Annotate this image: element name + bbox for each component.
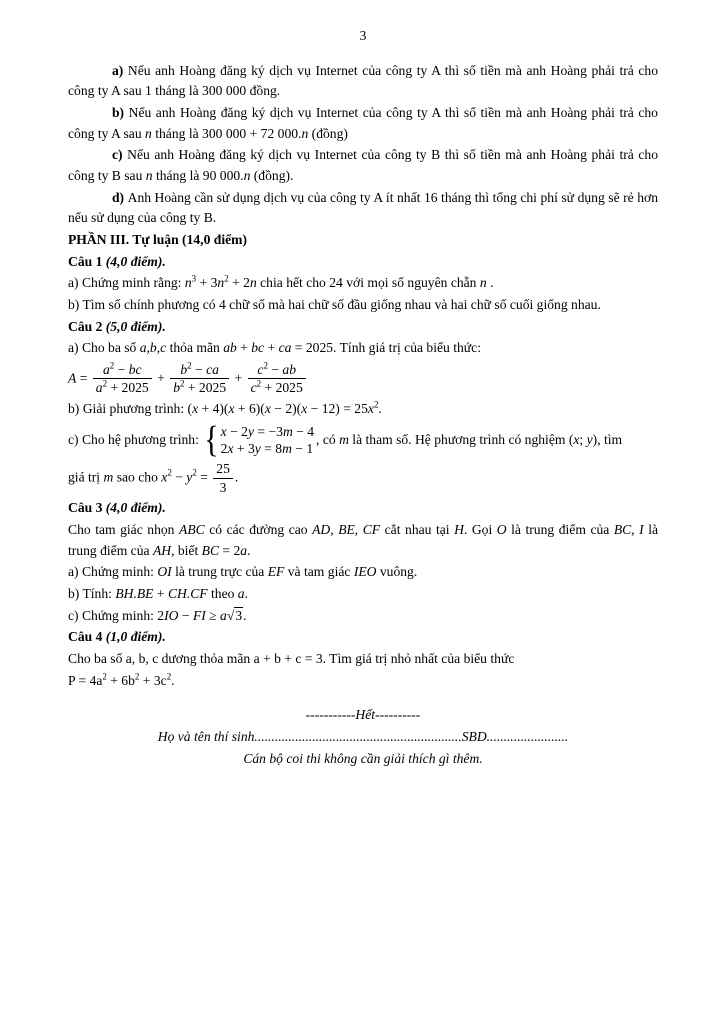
text-run: (1,0 điểm). <box>105 629 166 645</box>
fraction <box>170 362 229 396</box>
text-run: ( <box>187 401 193 417</box>
text-run: cắt nhau tại <box>380 522 455 537</box>
text-run: b <box>180 361 188 377</box>
text-run: là trung điểm của <box>506 522 614 537</box>
text-run: bc <box>251 340 265 356</box>
text-run: Nếu anh Hoàng đăng ký dịch vụ Internet của công ty A thì số tiền mà anh Hoàng phải trả cho công ty A sau <box>68 104 658 141</box>
text-run: ca <box>206 361 219 377</box>
text-run: a <box>237 585 245 601</box>
text-run: 2 <box>192 467 197 478</box>
square-root <box>227 607 243 623</box>
text-run: là trung trực của <box>171 564 268 580</box>
text-run: n <box>145 167 153 183</box>
text-run: x <box>227 441 234 457</box>
text-run: y <box>247 423 255 439</box>
text-run: x <box>367 401 374 417</box>
system-equations <box>221 423 314 458</box>
text-run: ABC <box>179 522 205 537</box>
text-run: a <box>240 542 248 558</box>
text-run: Câu 1 <box>68 253 106 269</box>
cau-2-formula <box>68 362 658 396</box>
text-run: y <box>586 431 593 447</box>
text-run: . <box>486 275 494 291</box>
text-run: ) = 25 <box>335 401 368 417</box>
text-run: 2 <box>220 441 228 457</box>
cau-2-heading <box>68 317 658 338</box>
text-run: 2 <box>134 671 140 682</box>
text-run: + <box>231 370 246 386</box>
text-run: , <box>631 522 640 537</box>
fraction-denominator <box>93 379 152 396</box>
cau-1-heading <box>68 252 658 273</box>
text-run: BC <box>201 542 220 558</box>
text-run: )( <box>255 401 265 417</box>
text-run: . <box>171 672 175 688</box>
text-run: + 3c <box>139 672 167 688</box>
text-run: , tìm <box>597 431 623 447</box>
left-brace-icon: { <box>204 419 219 461</box>
statement-c <box>68 145 658 186</box>
text-run: c) <box>112 147 128 163</box>
text-run: ca <box>278 340 292 356</box>
fraction-numerator <box>93 362 152 380</box>
cau-3-c <box>68 606 658 627</box>
text-run: = <box>76 370 91 386</box>
text-run: (4,0 điểm). <box>105 500 166 516</box>
document-content <box>68 61 658 770</box>
text-run: = 8 <box>260 441 283 457</box>
text-run: giá trị <box>68 469 104 485</box>
cau-2-c <box>68 419 658 461</box>
cau-2-a <box>68 338 658 359</box>
text-run: x <box>192 401 199 417</box>
text-run: ab <box>282 361 296 377</box>
text-run: Cán bộ coi thi không cần giải thích gì thêm. <box>243 750 483 766</box>
text-run: I <box>639 522 644 537</box>
text-run: (đồng). <box>250 167 294 183</box>
text-run: , <box>330 522 339 537</box>
text-run: n <box>243 167 251 183</box>
text-run: H <box>454 522 464 537</box>
text-run: + 2 <box>228 275 250 291</box>
radical-sign-icon: √ <box>226 607 235 623</box>
text-run: 25 <box>216 461 230 477</box>
text-run: = −3 <box>254 423 283 439</box>
text-run: EF <box>267 564 285 580</box>
text-run: d) <box>112 189 128 205</box>
cau-1-b <box>68 295 658 316</box>
cau-4-formula <box>68 671 658 692</box>
text-run: + 4 <box>198 401 220 417</box>
text-run: c <box>257 361 264 377</box>
text-run: . <box>378 401 382 417</box>
text-run: a,b,c <box>139 340 167 356</box>
text-run: x <box>573 431 580 447</box>
text-run: ) <box>592 431 598 447</box>
text-run: 2 <box>167 467 172 478</box>
text-run: , <box>354 522 363 537</box>
text-run: ; <box>579 431 587 447</box>
text-run: + <box>153 585 168 601</box>
text-run: ≥ <box>205 607 221 623</box>
text-run: chia hết cho 24 với mọi số nguyên chẵn <box>256 275 480 291</box>
text-run: − 1 <box>291 441 314 457</box>
fraction <box>213 461 233 495</box>
text-run: là trung điểm của <box>68 522 659 558</box>
text-run: Cho tam giác nhọn <box>68 522 180 537</box>
text-run: + <box>153 370 169 386</box>
text-run: = <box>196 469 212 485</box>
text-run: AD <box>312 522 331 537</box>
fraction-denominator <box>170 379 229 396</box>
cau-3-b <box>68 584 658 605</box>
text-run: n <box>217 275 225 291</box>
text-run: , biết <box>171 542 202 558</box>
text-run: + 3 <box>233 441 255 457</box>
text-run: m <box>282 441 292 457</box>
text-run: n <box>145 125 152 141</box>
text-run: Anh Hoàng cần sử dụng dịch vụ của công ty A ít nhất 16 tháng thì tổng chi phí sử dụng sẽ rẻ hơn nếu sử dụng của công ty B. <box>68 189 658 226</box>
text-run: Câu 4 <box>68 629 106 645</box>
text-run: m <box>339 431 349 447</box>
text-run: a) Chứng minh rằng: <box>68 275 185 291</box>
cau-3-intro <box>68 520 658 561</box>
text-run: 2 <box>179 378 185 389</box>
footer-note <box>68 749 658 770</box>
system-equation-line <box>221 440 314 458</box>
text-run: y <box>254 441 261 457</box>
text-run: x <box>220 423 227 439</box>
text-run: . <box>243 607 247 623</box>
text-run: − <box>267 361 283 377</box>
text-run: n <box>249 275 257 291</box>
text-run: c) Chứng minh: 2 <box>68 607 165 623</box>
text-run: − 4 <box>292 423 315 439</box>
text-run: tháng là 300 000 + 72 000. <box>151 125 302 141</box>
text-run: + 6b <box>106 672 135 688</box>
text-run: vuông. <box>376 564 418 580</box>
text-run: a <box>102 361 110 377</box>
text-run: . <box>247 542 251 558</box>
text-run: 2 <box>102 671 107 682</box>
text-run: sao cho <box>113 469 162 485</box>
text-run: (4,0 điểm). <box>105 253 166 269</box>
text-run: PHẦN III. Tự luận (14,0 điểm) <box>68 231 247 247</box>
text-run: y <box>186 469 193 485</box>
cau-4-heading <box>68 627 658 648</box>
text-run: O <box>496 522 507 537</box>
text-run: là tham số. Hệ phương trình có nghiệm <box>348 431 569 447</box>
statement-b <box>68 103 658 144</box>
text-run: = 2 <box>219 542 241 558</box>
text-run: Nếu anh Hoàng đăng ký dịch vụ Internet của công ty A thì số tiền mà anh Hoàng phải trả cho công ty A sau 1 tháng là 300 000 đồng. <box>68 62 658 99</box>
text-run: a <box>220 607 227 623</box>
text-run: IO <box>164 607 179 623</box>
text-run: 2 <box>102 378 108 389</box>
text-run: IEO <box>353 564 377 580</box>
system-equation-line <box>221 423 314 441</box>
text-run: ab <box>223 340 237 356</box>
cau-1-a <box>68 273 658 294</box>
text-run: b) Tìm số chính phương có 4 chữ số mà hai chữ số đầu giống nhau và hai chữ số cuối giống nhau. <box>68 296 601 312</box>
equation-system <box>204 419 315 461</box>
cau-2-b <box>68 399 658 420</box>
text-run: 3 <box>191 273 197 284</box>
text-run: Họ và tên thí sinh.............................................................SBD........................ <box>157 728 569 744</box>
text-run: , có <box>316 431 340 447</box>
text-run: 3 <box>219 479 227 495</box>
text-run: m <box>103 469 114 485</box>
text-run: )( <box>219 401 229 417</box>
text-run: . Gọi <box>463 522 497 537</box>
cau-3-a <box>68 562 658 583</box>
text-run: a <box>95 380 103 396</box>
fraction-numerator <box>248 362 306 380</box>
text-run: tháng là 90 000. <box>152 167 244 183</box>
text-run: − 2 <box>270 401 293 417</box>
text-run: có các đường cao <box>204 522 313 537</box>
text-run: − <box>191 361 207 377</box>
text-run: 2 <box>256 378 262 389</box>
text-run: = 2025. Tính giá trị của biểu thức: <box>291 340 481 356</box>
cau-4-intro <box>68 649 658 670</box>
statement-d <box>68 188 658 229</box>
candidate-name-line <box>68 727 658 748</box>
text-run: + 2025 <box>107 380 149 396</box>
text-run: a) Chứng minh: <box>68 564 158 580</box>
fraction-denominator <box>213 479 233 496</box>
text-run: x <box>161 469 168 485</box>
text-run: 2 <box>224 273 229 284</box>
text-run: x <box>264 401 271 417</box>
text-run: + 6 <box>234 401 256 417</box>
text-run: n <box>184 275 192 291</box>
text-run: 2 <box>373 399 379 410</box>
text-run: 2 <box>109 360 115 371</box>
cau-3-heading <box>68 498 658 519</box>
text-run: − <box>178 607 193 623</box>
text-run: Câu 3 <box>68 500 106 516</box>
text-run: 2 <box>263 360 268 371</box>
text-run: + 2025 <box>184 380 227 396</box>
end-marker <box>68 705 658 726</box>
text-run: FI <box>192 607 206 623</box>
statement-a <box>68 61 658 102</box>
text-run: theo <box>207 585 238 601</box>
text-run: -----------Hết---------- <box>305 707 421 723</box>
text-run: a) Cho ba số <box>68 340 140 356</box>
cau-2-c-cont <box>68 461 658 495</box>
text-run: Cho ba số a, b, c dương thỏa mãn a + b + c = 3. Tìm giá trị nhỏ nhất của biểu thức <box>68 650 515 666</box>
section-heading <box>68 230 658 251</box>
text-run: − <box>114 361 129 377</box>
text-run: OI <box>157 564 172 580</box>
text-run: − <box>171 469 187 485</box>
text-run: P = 4a <box>68 672 103 688</box>
text-run: b) Tính: <box>68 585 116 601</box>
text-run: − 12 <box>307 401 336 417</box>
text-run: CF <box>362 522 381 537</box>
text-run: BC <box>613 522 632 537</box>
text-run: n <box>479 275 487 291</box>
text-run: 3 <box>235 607 243 623</box>
fraction <box>248 362 306 396</box>
radicand <box>234 607 243 623</box>
text-run: c) Cho hệ phương trình: <box>68 431 203 447</box>
fraction-numerator <box>213 461 233 479</box>
text-run: a) <box>112 62 128 78</box>
text-run: − 2 <box>226 423 248 439</box>
text-run: 2 <box>187 360 192 371</box>
text-run: + <box>236 340 252 356</box>
text-run: b) <box>112 104 129 120</box>
text-run: A <box>68 370 77 386</box>
text-run: + 3 <box>196 275 218 291</box>
text-run: (đồng) <box>308 125 348 141</box>
text-run: c <box>250 380 257 396</box>
text-run: m <box>282 423 293 439</box>
text-run: BH.BE <box>115 585 154 601</box>
text-run: (5,0 điểm). <box>105 318 166 334</box>
text-run: x <box>301 401 308 417</box>
text-run: x <box>228 401 235 417</box>
text-run: bc <box>128 361 142 377</box>
text-run: . <box>234 469 239 485</box>
text-run: + 2025 <box>261 380 303 396</box>
text-run: . <box>244 585 248 601</box>
text-run: Câu 2 <box>68 318 106 334</box>
text-run: CH.CF <box>167 585 208 601</box>
text-run: BE <box>338 522 355 537</box>
text-run: 2 <box>166 671 172 682</box>
text-run: + <box>264 340 279 356</box>
page-number: 3 <box>359 28 367 43</box>
text-run: b) Giải phương trình: <box>68 401 188 417</box>
text-run: ( <box>568 431 574 447</box>
text-run: và tam giác <box>284 564 354 580</box>
text-run: b <box>173 380 180 396</box>
text-run: Nếu anh Hoàng đăng ký dịch vụ Internet của công ty B thì số tiền mà anh Hoàng phải trả cho công ty B sau <box>68 147 658 183</box>
fraction-numerator <box>170 362 229 380</box>
text-run: )( <box>292 401 302 417</box>
text-run: n <box>301 125 309 141</box>
text-run: thỏa mãn <box>166 340 224 356</box>
fraction-denominator <box>248 379 306 396</box>
fraction <box>93 362 152 396</box>
text-run: AH <box>152 542 172 558</box>
